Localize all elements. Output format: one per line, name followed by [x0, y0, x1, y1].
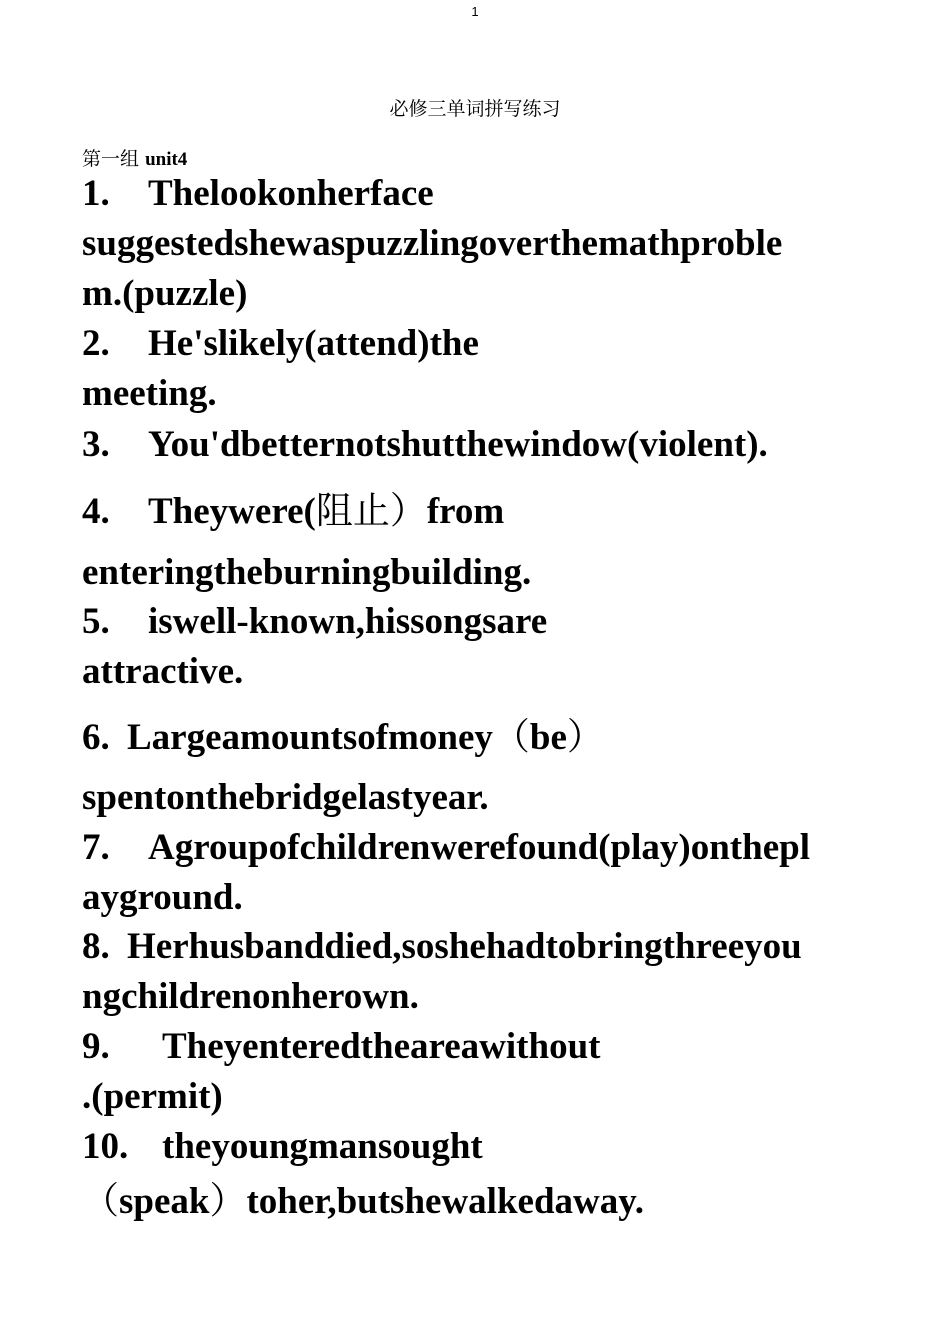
page-number: 1	[471, 4, 479, 19]
question-5-line-1	[82, 597, 547, 647]
question-7-text-a: Agroupofchildrenwerefound(play)onthepl	[148, 827, 810, 868]
question-1-line-3: m.(puzzle)	[82, 273, 248, 314]
question-6-paren-open: （	[492, 715, 530, 758]
question-8-line-2: ngchildrenonherown.	[82, 976, 419, 1017]
question-4-line-2: enteringtheburningbuilding.	[82, 552, 532, 593]
group-prefix: 第一组	[82, 148, 140, 170]
question-6-number: 6.	[82, 717, 110, 758]
question-10-text-a: theyoungmansought	[162, 1126, 483, 1167]
question-6-line-1	[82, 712, 604, 763]
question-7-number: 7.	[82, 827, 110, 868]
question-8-number: 8.	[82, 926, 110, 967]
question-10-line-2	[82, 1176, 644, 1227]
question-10-paren-close: ）	[209, 1179, 247, 1222]
question-3-line-1	[82, 420, 768, 470]
group-label	[82, 144, 187, 171]
question-2-text-a: He'slikely(attend)the	[148, 323, 479, 364]
question-10-number: 10.	[82, 1126, 129, 1167]
question-1-line-2: suggestedshewaspuzzlingoverthemathproble	[82, 223, 783, 264]
question-8-text-a: Herhusbanddied,soshehadtobringthreeyou	[127, 926, 802, 967]
question-9-line-2: .(permit)	[82, 1076, 223, 1117]
question-7-line-2: ayground.	[82, 877, 243, 918]
question-6-text-a: Largeamountsofmoney	[127, 717, 493, 758]
question-4-number: 4.	[82, 491, 110, 532]
question-4-text-a: Theywere(	[148, 491, 316, 532]
question-10-line-1	[82, 1122, 483, 1172]
question-1-text-a: Thelookonherface	[148, 173, 434, 214]
question-4-text-b: from	[426, 491, 505, 532]
question-6-line-2: spentonthebridgelastyear.	[82, 777, 489, 818]
question-7-line-1	[82, 823, 810, 873]
question-5-text-a: iswell-known,hissongsare	[148, 601, 548, 642]
group-unit: unit4	[145, 149, 188, 170]
question-10-text-b: toher,butshewalkedaway.	[246, 1181, 644, 1222]
question-1-number: 1.	[82, 173, 110, 214]
page-title: 必修三单词拼写练习	[389, 98, 561, 120]
question-8-line-1	[82, 922, 802, 972]
question-3-number: 3.	[82, 424, 110, 465]
question-5-number: 5.	[82, 601, 110, 642]
question-5-line-2: attractive.	[82, 651, 244, 692]
question-4-cjk-hint: 阻止）	[315, 489, 427, 532]
question-1-line-1	[82, 169, 434, 219]
question-6-paren-close: ）	[566, 715, 604, 758]
question-9-line-1	[82, 1022, 600, 1072]
question-6-hint-word: be	[529, 717, 567, 758]
question-2-line-1	[82, 319, 479, 369]
question-10-paren-open: （	[82, 1179, 119, 1222]
question-10-hint-word: speak	[119, 1181, 210, 1222]
question-9-number: 9.	[82, 1026, 110, 1067]
question-2-number: 2.	[82, 323, 110, 364]
question-9-text-a: Theyenteredtheareawithout	[162, 1026, 601, 1067]
question-2-line-2: meeting.	[82, 373, 217, 414]
question-4-line-1	[82, 486, 504, 537]
question-3-text: You'dbetternotshutthewindow(violent).	[148, 424, 768, 465]
